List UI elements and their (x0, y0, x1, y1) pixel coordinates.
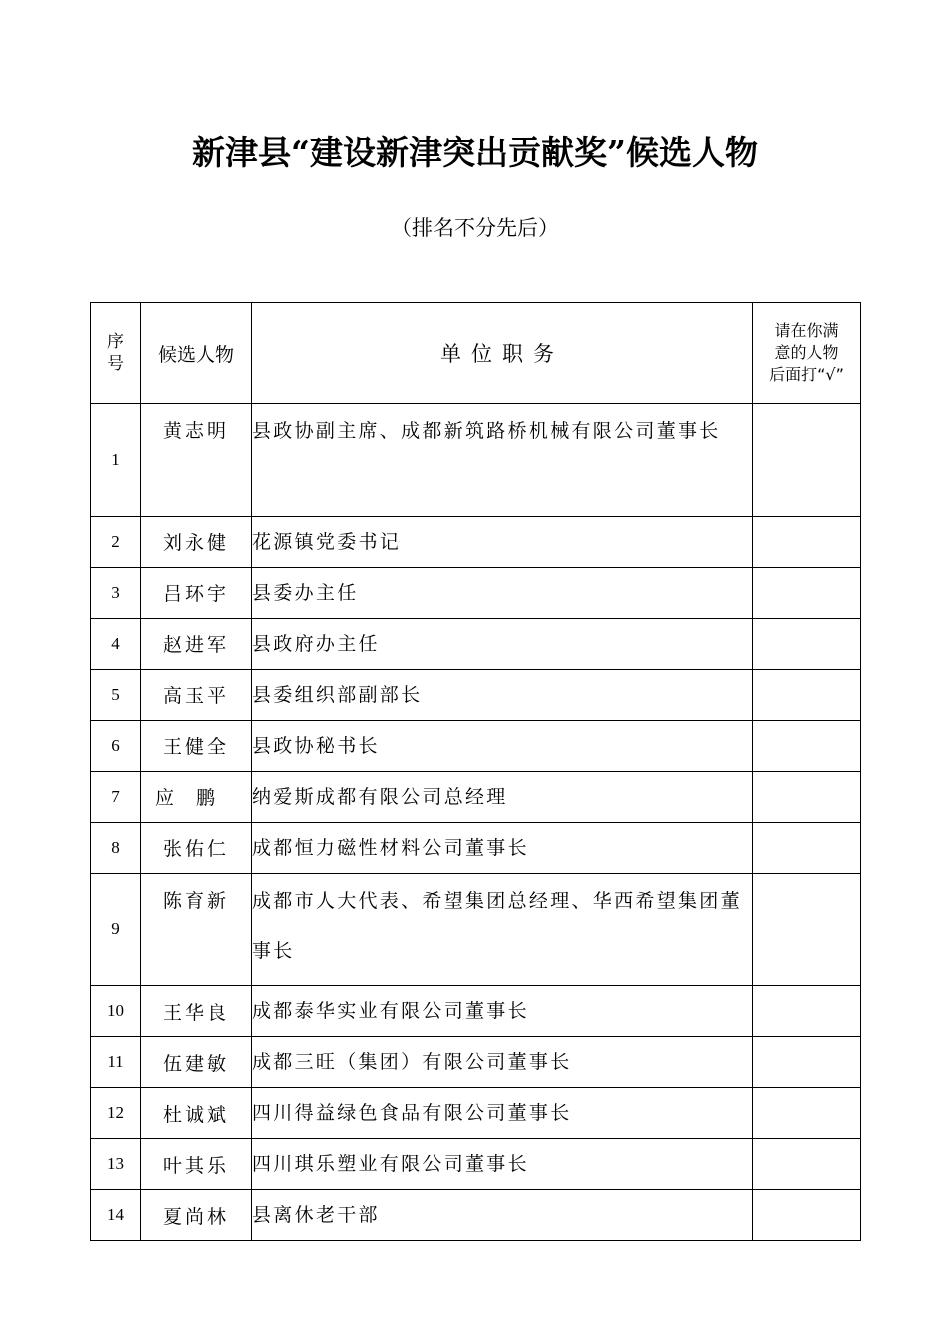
vote-checkbox-cell[interactable] (753, 1190, 861, 1241)
table-row (91, 822, 861, 873)
page-subtitle: （排名不分先后） (391, 216, 559, 240)
row-number: 11 (91, 1037, 141, 1088)
header-vote-label: 请在你满意的人物后面打“√” (769, 321, 844, 384)
vote-checkbox-cell[interactable] (753, 1139, 861, 1190)
candidate-position: 县政协副主席、成都新筑路桥机械有限公司董事长 (252, 404, 753, 517)
candidate-name: 夏尚林 (141, 1190, 252, 1241)
candidate-position: 县政府办主任 (252, 618, 753, 669)
row-number: 7 (91, 771, 141, 822)
row-number: 8 (91, 822, 141, 873)
candidate-position: 成都三旺（集团）有限公司董事长 (252, 1037, 753, 1088)
vote-checkbox-cell[interactable] (753, 1037, 861, 1088)
candidate-position: 县委组织部副部长 (252, 669, 753, 720)
vote-checkbox-cell[interactable] (753, 516, 861, 567)
vote-checkbox-cell[interactable] (753, 669, 861, 720)
table-row (91, 404, 861, 517)
candidate-position: 四川得益绿色食品有限公司董事长 (252, 1088, 753, 1139)
vote-checkbox-cell[interactable] (753, 1088, 861, 1139)
header-number-label: 序号 (107, 332, 124, 374)
row-number: 3 (91, 567, 141, 618)
candidate-position: 四川琪乐塑业有限公司董事长 (252, 1139, 753, 1190)
table-row (91, 567, 861, 618)
row-number: 2 (91, 516, 141, 567)
row-number: 6 (91, 720, 141, 771)
candidate-position: 纳爱斯成都有限公司总经理 (252, 771, 753, 822)
table-row (91, 771, 861, 822)
candidate-name: 刘永健 (141, 516, 252, 567)
vote-checkbox-cell[interactable] (753, 720, 861, 771)
candidates-table (90, 302, 861, 1241)
header-number (91, 303, 141, 404)
candidate-position: 成都恒力磁性材料公司董事长 (252, 822, 753, 873)
row-number: 1 (91, 404, 141, 517)
header-position: 单位职务 (252, 303, 753, 404)
table-row (91, 873, 861, 986)
candidate-name: 伍建敏 (141, 1037, 252, 1088)
page-title: 新津县“建设新津突出贡献奖”候选人物 (192, 133, 758, 172)
table-header-row (91, 303, 861, 404)
candidate-name: 黄志明 (141, 404, 252, 517)
candidate-name: 高玉平 (141, 669, 252, 720)
candidate-position: 县离休老干部 (252, 1190, 753, 1241)
vote-checkbox-cell[interactable] (753, 822, 861, 873)
candidate-name: 吕环宇 (141, 567, 252, 618)
candidate-name: 陈育新 (141, 873, 252, 986)
candidate-position: 成都泰华实业有限公司董事长 (252, 986, 753, 1037)
candidate-name: 张佑仁 (141, 822, 252, 873)
table-row (91, 986, 861, 1037)
vote-checkbox-cell[interactable] (753, 771, 861, 822)
candidate-name: 叶其乐 (141, 1139, 252, 1190)
header-candidate: 候选人物 (141, 303, 252, 404)
row-number: 5 (91, 669, 141, 720)
candidate-name: 杜诚斌 (141, 1088, 252, 1139)
row-number: 4 (91, 618, 141, 669)
table-row (91, 720, 861, 771)
vote-checkbox-cell[interactable] (753, 567, 861, 618)
row-number: 12 (91, 1088, 141, 1139)
header-vote (753, 303, 861, 404)
candidate-name-text: 应鹏 (154, 787, 237, 809)
row-number: 13 (91, 1139, 141, 1190)
vote-checkbox-cell[interactable] (753, 873, 861, 986)
candidate-name: 赵进军 (141, 618, 252, 669)
table-row (91, 1088, 861, 1139)
vote-checkbox-cell[interactable] (753, 618, 861, 669)
table-row (91, 1190, 861, 1241)
candidate-name: 王健全 (141, 720, 252, 771)
candidate-position: 县政协秘书长 (252, 720, 753, 771)
candidate-position: 县委办主任 (252, 567, 753, 618)
table-row (91, 1037, 861, 1088)
candidate-position: 成都市人大代表、希望集团总经理、华西希望集团董事长 (252, 873, 753, 986)
row-number: 14 (91, 1190, 141, 1241)
row-number: 10 (91, 986, 141, 1037)
candidate-name: 王华良 (141, 986, 252, 1037)
table-row (91, 516, 861, 567)
vote-checkbox-cell[interactable] (753, 986, 861, 1037)
table-row (91, 669, 861, 720)
table-row (91, 618, 861, 669)
table-row (91, 1139, 861, 1190)
row-number: 9 (91, 873, 141, 986)
vote-checkbox-cell[interactable] (753, 404, 861, 517)
candidate-position: 花源镇党委书记 (252, 516, 753, 567)
candidate-name (141, 771, 252, 822)
